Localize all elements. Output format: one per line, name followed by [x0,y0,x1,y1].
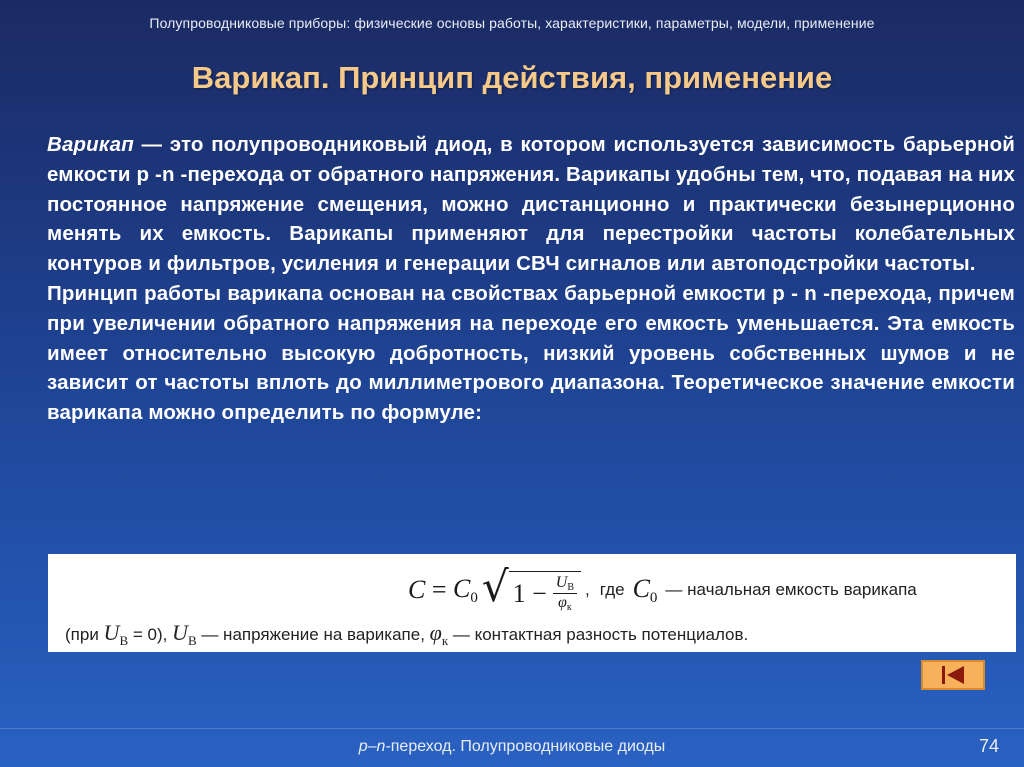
formula-equals: = [425,575,454,604]
fraction-denominator: $\varphi_к$ [558,594,572,613]
sqrt-icon: √ [481,562,509,611]
expl-eq: = 0), [128,625,173,644]
formula-c0: $C_0$ [453,573,478,606]
expl-ub: $U_В$ [103,620,129,648]
header-subtitle: Полупроводниковые приборы: физические основы работы, характеристики, параметры, модели, применение [149,15,875,31]
page-number: 74 [978,736,999,756]
formula-explanation [65,620,748,649]
back-to-start-button[interactable] [921,660,985,690]
slide-body [47,130,1015,428]
formula-fraction [553,574,577,613]
slide-title: Варикап. Принцип действия, применение [191,60,833,95]
definition-text: — это полупроводниковый диод, в котором используется зависимость барьерной емкости p -n -перехода от обратного напряжения. Варикапы удобны тем, что, подавая на них постоянное напряжение смещения, можно дистанционно и практически безынерционно менять их емкость. Варикапы применяют для перестройки частоты колебательных контуров и фильтров, усиления и генерации СВЧ сигналов или автоподстройки частоты. [47,133,1015,276]
expl-open: (при [65,625,104,644]
expl-phi: $\varphi_к$ [429,620,449,648]
formula-c0-desc: $C_0$ [632,573,658,606]
formula-sqrt [481,562,581,613]
paragraph-principle: Принцип работы варикапа основан на свойствах барьерной емкости p - n -перехода, причем при увеличении обратного напряжения на переходе его емкость уменьшается. Эта емкость имеет относительно высокую добротность, низкий уровень собственных шумов и не зависит от частоты вплоть до миллиметрового диапазона. Теоретическое значение емкости варикапа можно определить по формуле: [47,281,1015,425]
skip-to-start-icon [936,663,970,687]
formula-comma: , [585,580,590,599]
paragraph-definition [47,130,1015,279]
expl-text1: — напряжение на варикапе, [196,625,430,644]
footer-divider [0,728,1024,729]
expl-ub2: $U_В$ [172,620,197,648]
footer-title: p–n-переход. Полупроводниковые диоды [358,738,666,755]
formula-lhs: C [408,575,426,604]
formula-main [408,562,917,613]
one-minus: 1 − [512,578,547,608]
fraction-numerator: $U_В$ [553,574,577,594]
formula-where: где [599,580,625,599]
sqrt-content [509,571,581,613]
formula-c0-description: — начальная емкость варикапа [665,580,917,599]
term-varicap: Варикап [47,133,134,156]
formula-box [48,554,1016,652]
expl-text2: — контактная разность потенциалов. [448,625,749,644]
